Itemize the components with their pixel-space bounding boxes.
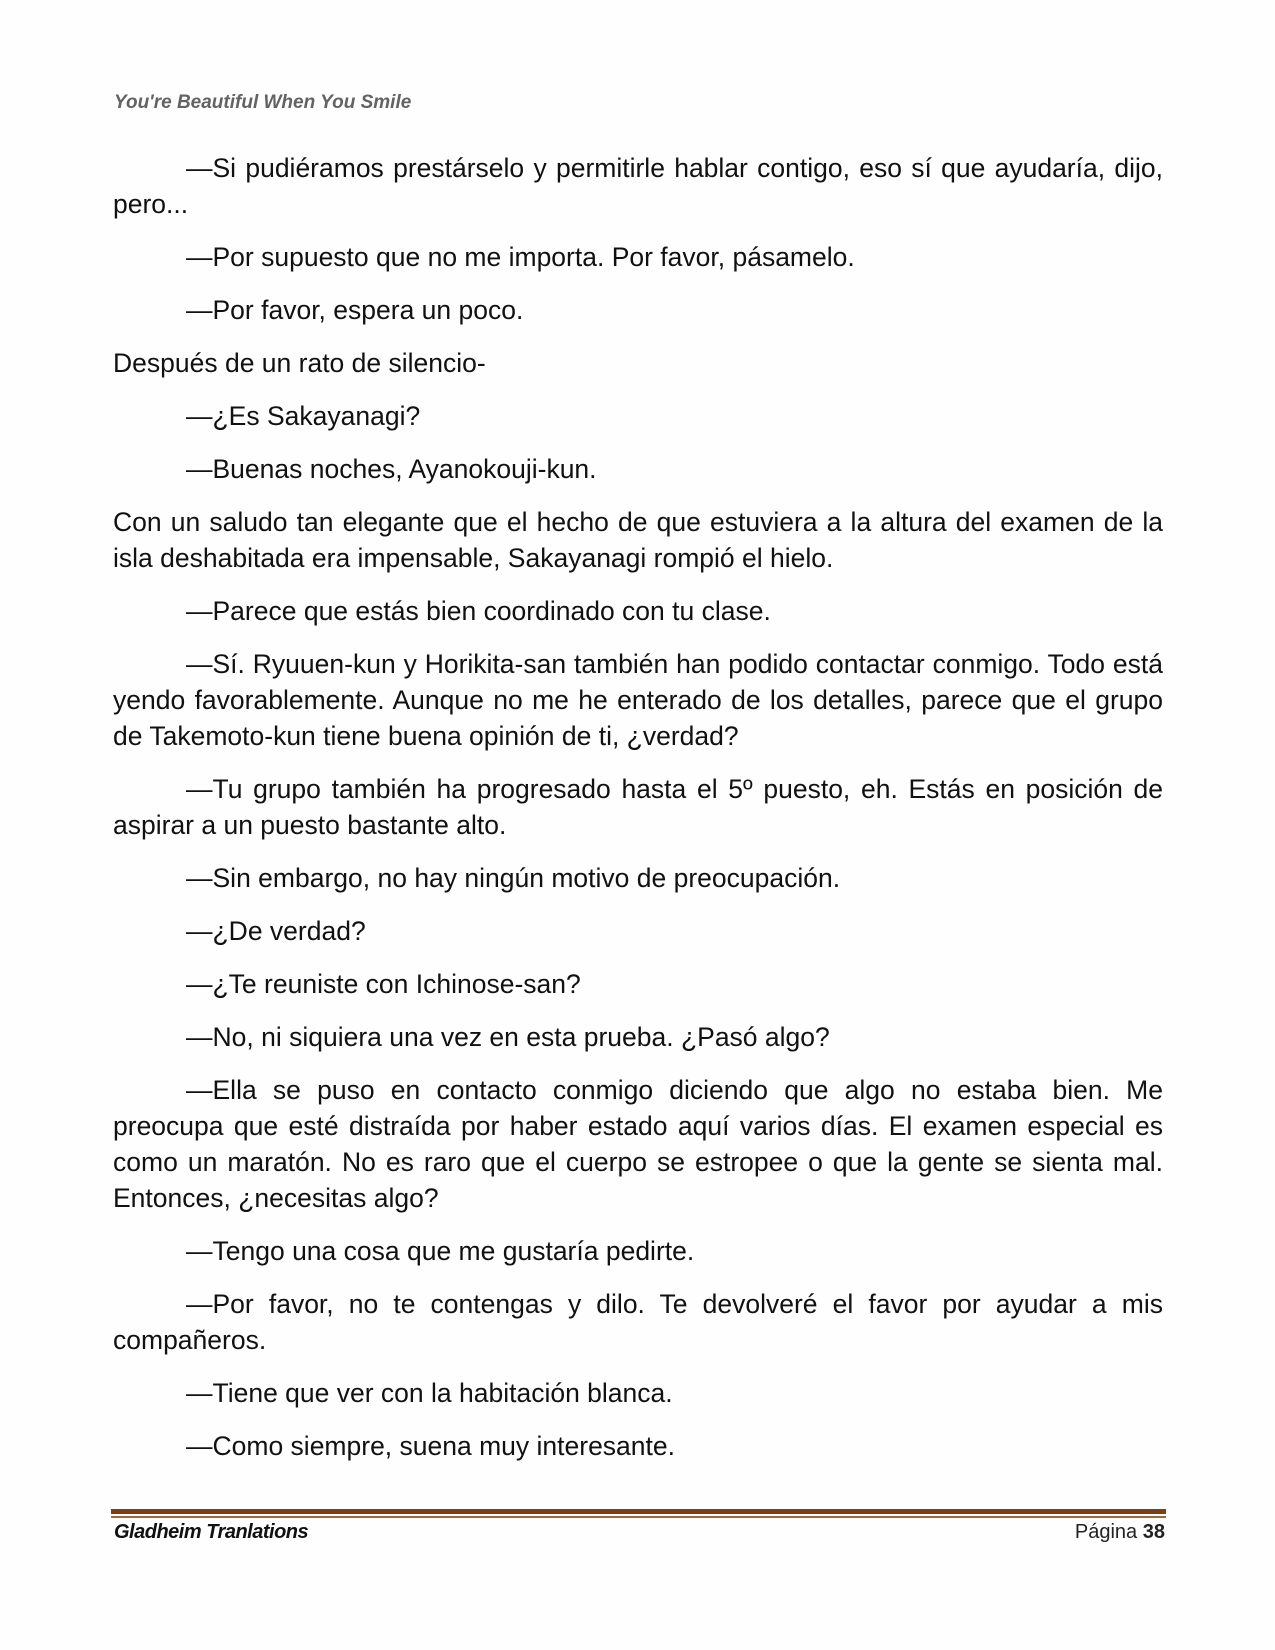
paragraph: —Como siempre, suena muy interesante. [186, 1431, 675, 1461]
footer-divider-thin [111, 1516, 1166, 1518]
paragraph: —¿Es Sakayanagi? [186, 401, 421, 431]
footer-divider-thick [111, 1509, 1166, 1514]
footer-publisher: Gladheim Tranlations [114, 1521, 309, 1543]
paragraph: —Sin embargo, no hay ningún motivo de preocupación. [186, 863, 841, 893]
paragraph: —Tu grupo también ha progresado hasta el 5º puesto, eh. Estás en posición de aspirar a un puesto bastante alto. [113, 774, 1163, 840]
paragraph: —¿De verdad? [186, 916, 366, 946]
paragraph: —Por favor, no te contengas y dilo. Te devolveré el favor por ayudar a mis compañeros. [113, 1289, 1163, 1355]
paragraph: —Tiene que ver con la habitación blanca. [186, 1378, 673, 1408]
paragraph: —Sí. Ryuuen-kun y Horikita-san también han podido contactar conmigo. Todo está yendo favorablemente. Aunque no me he enterado de los detalles, parece que el grupo de Takemoto-kun tiene buena opinión de ti, ¿verdad? [113, 649, 1163, 751]
page-number-footer [1075, 1521, 1165, 1544]
paragraph: —No, ni siquiera una vez en esta prueba. ¿Pasó algo? [186, 1022, 830, 1052]
page-label: Página [1074, 1521, 1138, 1543]
paragraph: —Ella se puso en contacto conmigo diciendo que algo no estaba bien. Me preocupa que esté distraída por haber estado aquí varios días. El examen especial es como un maratón. No es raro que el cuerpo se estropee o que la gente se sienta mal. Entonces, ¿necesitas algo? [113, 1075, 1163, 1213]
paragraph: —Por supuesto que no me importa. Por favor, pásamelo. [186, 242, 855, 272]
running-header: You're Beautiful When You Smile [114, 92, 412, 113]
body-text [113, 150, 1163, 1481]
paragraph: —Si pudiéramos prestárselo y permitirle hablar contigo, eso sí que ayudaría, dijo, pero... [113, 153, 1163, 219]
paragraph: Con un saludo tan elegante que el hecho de que estuviera a la altura del examen de la isla deshabitada era impensable, Sakayanagi rompió el hielo. [113, 507, 1163, 573]
footer-divider [111, 1509, 1166, 1518]
paragraph: —Buenas noches, Ayanokouji-kun. [186, 454, 597, 484]
page-number: 38 [1142, 1521, 1165, 1543]
paragraph: Después de un rato de silencio- [113, 348, 486, 378]
paragraph: —¿Te reuniste con Ichinose-san? [186, 969, 581, 999]
paragraph: —Tengo una cosa que me gustaría pedirte. [186, 1236, 695, 1266]
paragraph: —Por favor, espera un poco. [186, 295, 524, 325]
paragraph: —Parece que estás bien coordinado con tu clase. [186, 596, 771, 626]
